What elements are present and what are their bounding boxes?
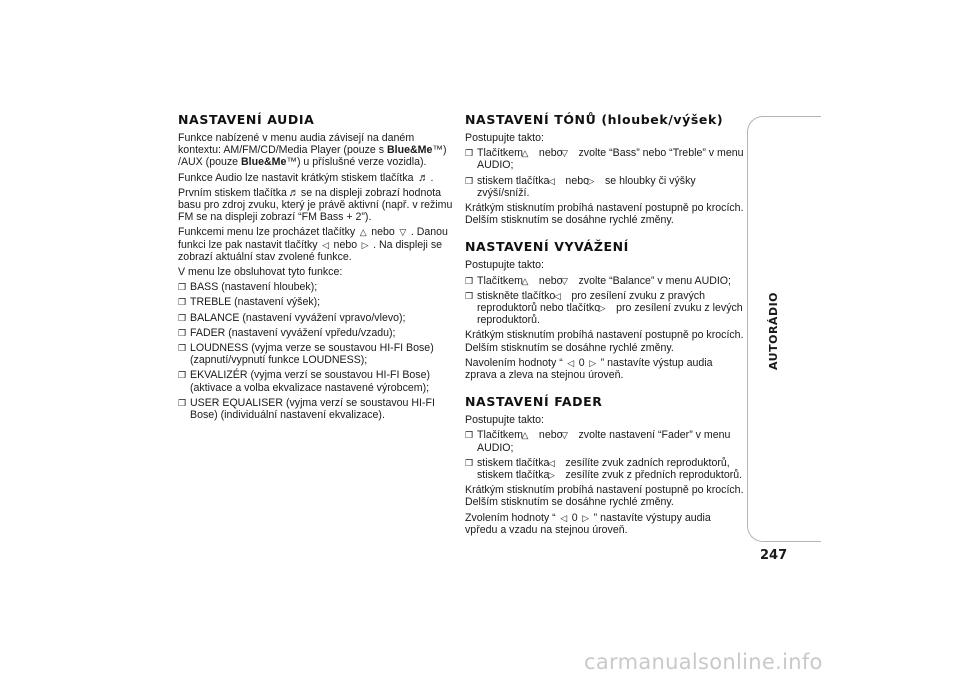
list-item: ❒ USER EQUALISER (vyjma verzí se soustavou HI-FI Bose) (individuální nastavení ekvalizace). bbox=[178, 396, 435, 422]
page-number: 247 bbox=[760, 548, 788, 563]
balance-zero-paragraph: Navolením hodnoty “ ◁ 0 ▷ ” nastavíte výstup audia zprava a zleva na stejnou úroveň. bbox=[465, 356, 713, 382]
list-item: ❒ FADER (nastavení vyvážení vpředu/vzadu); bbox=[178, 326, 396, 339]
list-item: ❒ BALANCE (nastavení vyvážení vpravo/vlevo); bbox=[178, 311, 406, 324]
bullet-icon: ❒ bbox=[178, 370, 187, 381]
audio-short-press-paragraph: Funkce Audio lze nastavit krátkým stiskem tlačítka ♬ . bbox=[178, 171, 434, 184]
arrow-up-icon: △ bbox=[359, 227, 367, 238]
arrow-up-icon: △ bbox=[521, 430, 529, 441]
right-column bbox=[465, 112, 745, 539]
tone-note: Krátkým stisknutím probíhá nastavení postupně po krocích. Delším stisknutím se dosáhne rychlé změny. bbox=[465, 202, 744, 227]
balance-note: Krátkým stisknutím probíhá nastavení postupně po krocích. Delším stisknutím se dosáhne rychlé změny. bbox=[465, 329, 744, 354]
bullet-icon: ❒ bbox=[465, 430, 474, 441]
list-item: ❒ LOUDNESS (vyjma verze se soustavou HI-FI Bose) (zapnutí/vypnutí funkce LOUDNESS); bbox=[178, 342, 434, 367]
list-item: ❒ stiskem tlačítka◁ nebo▷ se hloubky či výšky zvýší/sníží. bbox=[465, 174, 696, 199]
list-item: ❒ Tlačítkem△ nebo▽ zvolte nastavení “Fader” v menu AUDIO; bbox=[465, 429, 731, 454]
arrow-left-icon: ◁ bbox=[547, 457, 555, 468]
brand-blue-me: Blue&Me bbox=[387, 144, 433, 157]
arrow-right-icon: ▷ bbox=[589, 357, 597, 368]
tone-intro: Postupujte takto: bbox=[465, 132, 544, 144]
bullet-icon: ❒ bbox=[465, 175, 474, 186]
heading-balance-settings: NASTAVENÍ VYVÁŽENÍ bbox=[465, 239, 629, 255]
menu-navigation-paragraph: Funkcemi menu lze procházet tlačítky △ nebo ▽ . Danou funkci lze pak nastavit tlačítky ◁ nebo ▷ . Na displeji se zobrazí aktuální stav zvolené funkce. bbox=[178, 226, 448, 263]
bullet-icon: ❒ bbox=[465, 290, 474, 301]
bullet-icon: ❒ bbox=[178, 312, 187, 323]
list-item: ❒ BASS (nastavení hloubek); bbox=[178, 281, 318, 294]
music-note-icon: ♬ bbox=[288, 186, 300, 199]
arrow-down-icon: ▽ bbox=[561, 430, 568, 441]
music-note-icon: ♬ bbox=[417, 171, 429, 184]
list-item: ❒ EKVALIZÉR (vyjma verzí se soustavou HI-FI Bose) (aktivace a volba ekvalizace nastavené výrobcem); bbox=[178, 369, 430, 394]
heading-fader-settings: NASTAVENÍ FADER bbox=[465, 394, 603, 410]
arrow-right-icon: ▷ bbox=[361, 239, 369, 250]
arrow-left-icon: ◁ bbox=[567, 357, 575, 368]
chapter-side-tab bbox=[747, 116, 821, 542]
arrow-right-icon: ▷ bbox=[587, 175, 595, 186]
arrow-down-icon: ▽ bbox=[561, 275, 568, 286]
arrow-down-icon: ▽ bbox=[561, 148, 568, 159]
arrow-right-icon: ▷ bbox=[598, 303, 606, 314]
arrow-right-icon: ▷ bbox=[547, 470, 555, 481]
bullet-icon: ❒ bbox=[178, 397, 187, 408]
list-item: ❒ stiskem tlačítka◁ zesílíte zvuk zadních reproduktorů, stiskem tlačítka▷ zesílíte zvuk z předních reproduktorů. bbox=[465, 456, 743, 482]
fader-zero-paragraph: Zvolením hodnoty “ ◁ 0 ▷ ” nastavíte výstupy audia vpředu a vzadu na stejnou úroveň. bbox=[465, 511, 711, 536]
fader-note: Krátkým stisknutím probíhá nastavení postupně po krocích. Delším stisknutím se dosáhne rychlé změny. bbox=[465, 484, 744, 509]
arrow-up-icon: △ bbox=[521, 275, 529, 286]
bullet-icon: ❒ bbox=[178, 327, 187, 338]
bullet-icon: ❒ bbox=[465, 148, 474, 159]
arrow-down-icon: ▽ bbox=[399, 227, 407, 238]
bullet-icon: ❒ bbox=[178, 297, 187, 308]
balance-intro: Postupujte takto: bbox=[465, 259, 544, 272]
brand-blue-me: Blue&Me bbox=[241, 156, 287, 169]
list-item: ❒ TREBLE (nastavení výšek); bbox=[178, 296, 321, 309]
arrow-left-icon: ◁ bbox=[322, 239, 329, 250]
heading-tone-settings: NASTAVENÍ TÓNŮ (hloubek/výšek) bbox=[465, 112, 724, 127]
arrow-left-icon: ◁ bbox=[547, 175, 555, 186]
list-item: ❒ Tlačítkem△ nebo▽ zvolte “Balance” v menu AUDIO; bbox=[465, 274, 731, 287]
watermark: carmanualsonline.info bbox=[584, 650, 823, 674]
arrow-left-icon: ◁ bbox=[560, 512, 568, 523]
first-press-paragraph: Prvním stiskem tlačítka ♬ se na displeji zobrazí hodnota basu pro zdroj zvuku, který je právě aktivní (např. v režimu FM se na displeji zobrazí “FM Bass + 2”). bbox=[178, 186, 453, 224]
heading-audio-settings: NASTAVENÍ AUDIA bbox=[178, 112, 315, 127]
left-column bbox=[178, 112, 453, 424]
list-item: ❒ Tlačítkem△ nebo▽ zvolte “Bass” nebo “Treble” v menu AUDIO; bbox=[465, 147, 744, 172]
list-item: ❒ stiskněte tlačítko◁ pro zesílení zvuku z pravých reproduktorů nebo tlačítko▷ pro zesílení zvuku z levých reproduktorů. bbox=[465, 289, 743, 327]
fader-intro: Postupujte takto: bbox=[465, 414, 544, 427]
bullet-icon: ❒ bbox=[465, 275, 474, 286]
functions-intro: V menu lze obsluhovat tyto funkce: bbox=[178, 266, 343, 279]
arrow-up-icon: △ bbox=[521, 148, 529, 159]
chapter-label: AUTORÁDIO bbox=[767, 291, 780, 370]
audio-context-paragraph: Funkce nabízené v menu audia závisejí na daném kontextu: AM/FM/CD/Media Player (pouze s Blue&Me™) /AUX (pouze Blue&Me™) u příslušné verze vozidla). bbox=[178, 132, 447, 169]
bullet-icon: ❒ bbox=[465, 457, 474, 468]
arrow-left-icon: ◁ bbox=[553, 290, 561, 301]
bullet-icon: ❒ bbox=[178, 282, 187, 293]
arrow-right-icon: ▷ bbox=[582, 512, 590, 523]
bullet-icon: ❒ bbox=[178, 343, 187, 354]
